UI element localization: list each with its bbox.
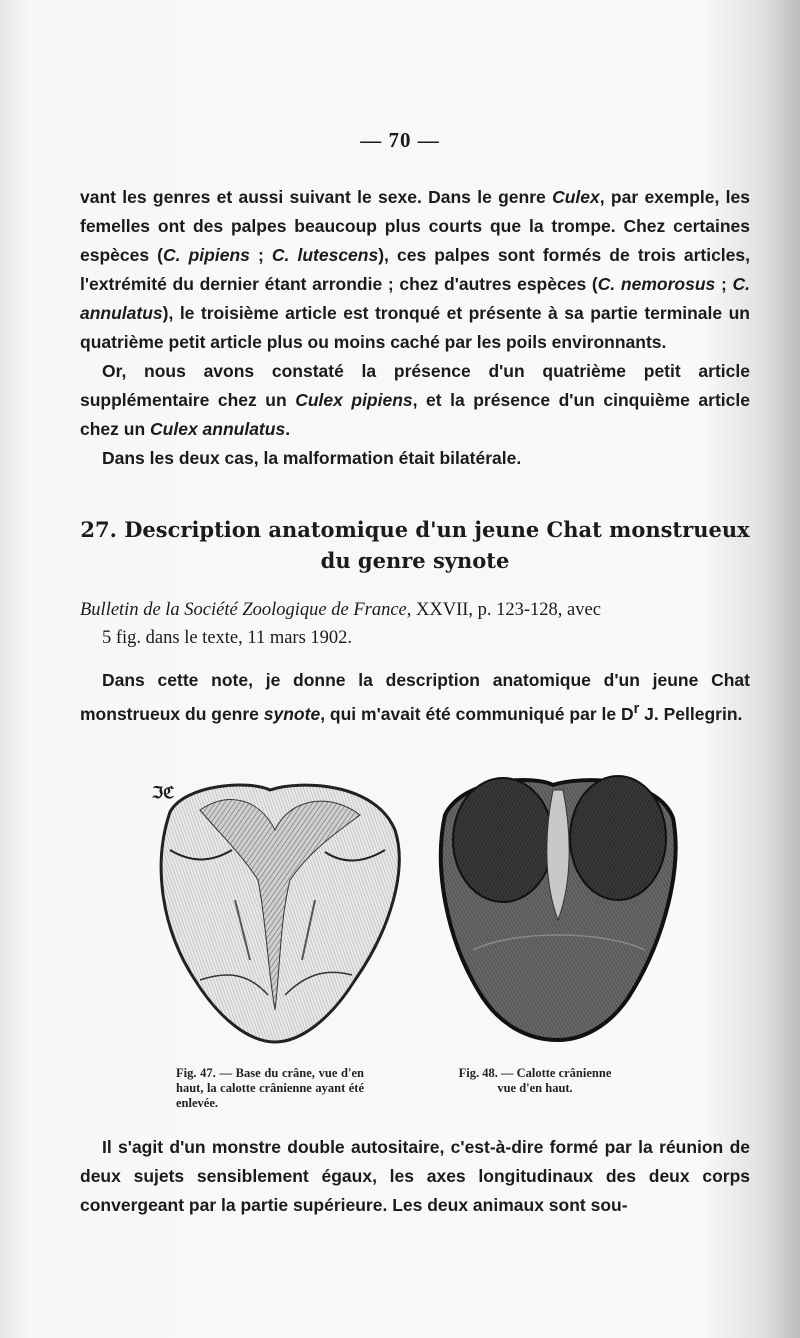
- text-span: .: [285, 419, 291, 439]
- figure-48-caption-line2: vue d'en haut.: [497, 1081, 573, 1095]
- paragraph-description: [80, 666, 750, 729]
- figure-48-caption: [450, 1066, 620, 1096]
- figure-48-caption-line1: Fig. 48. — Calotte crânienne: [458, 1066, 612, 1080]
- text-span: Dans cette note, je donne la description anatomique d'un jeune Chat monstrueux du genre: [80, 670, 750, 724]
- body-paragraph-note: [80, 666, 750, 729]
- body-paragraph-bottom: [80, 1133, 750, 1220]
- text-span: , qui m'avait été communiqué par le D: [320, 703, 634, 724]
- text-span: ), ces palpes sont formés de trois articles, l'extrémité du dernier étant arrondie ; chez d'autres espèces (: [80, 245, 750, 294]
- skull-base-illustration: [140, 770, 410, 1060]
- paragraph-palpes: [80, 183, 750, 357]
- text-span: , et la présence d'un cinquième article chez un: [80, 390, 750, 439]
- italic-term: C. pipiens: [163, 245, 250, 265]
- text-span: , par exemple, les femelles ont des palpes beaucoup plus courts que la trompe. Chez certaines espèces (: [80, 187, 750, 265]
- page-number: — 70 —: [360, 128, 440, 152]
- text-span: ;: [715, 274, 733, 294]
- citation-details: , XXVII, p. 123-128, avec: [406, 600, 601, 620]
- text-span: vant les genres et aussi suivant le sexe. Dans le genre: [80, 187, 553, 207]
- citation-source: Bulletin de la Société Zoologique de France: [80, 600, 407, 620]
- paragraph-article-supplementaire: [80, 357, 750, 444]
- section-heading-line2: du genre synote: [320, 548, 510, 573]
- text-span: ), le troisième article est tronqué et présente à sa partie terminale un quatrième petit article plus ou moins caché par les poils environnants.: [80, 303, 750, 352]
- italic-term: C. annulatus: [80, 274, 750, 323]
- printer-mark: ℑℭ: [152, 783, 175, 802]
- italic-term: Culex pipiens: [295, 390, 413, 410]
- body-paragraphs-top: [80, 183, 750, 473]
- figures-block: [140, 770, 740, 1120]
- text-span: J. Pellegrin.: [639, 703, 743, 724]
- paragraph-bilaterale: Dans les deux cas, la malformation était bilatérale.: [102, 448, 522, 468]
- italic-term: Culex: [552, 187, 600, 207]
- section-heading: [80, 514, 750, 576]
- citation-details-line2: 5 fig. dans le texte, 11 mars 1902.: [102, 628, 353, 648]
- figure-47-caption: Fig. 47. — Base du crâne, vue d'en haut, la calotte crânienne ayant été enlevée.: [176, 1066, 364, 1110]
- superscript: r: [633, 701, 640, 717]
- skull-cap-illustration: [433, 770, 683, 1060]
- section-heading-line1: 27. Description anatomique d'un jeune Chat monstrueux: [80, 517, 750, 542]
- italic-term: C. lutescens: [271, 245, 379, 265]
- bibliographic-citation: [80, 596, 750, 652]
- paragraph-monstre-double: Il s'agit d'un monstre double autositaire, c'est-à-dire formé par la réunion de deux sujets sensiblement égaux, les axes longitudinaux des deux corps convergeant par la partie supérieure. Les deux animaux sont sou-: [80, 1137, 750, 1215]
- italic-term: Culex annulatus: [150, 419, 286, 439]
- text-span: ;: [249, 245, 272, 265]
- italic-term: C. nemorosus: [597, 274, 716, 294]
- italic-term: synote: [263, 703, 321, 724]
- text-span: Or, nous avons constaté la présence d'un quatrième petit article supplémentaire chez un: [80, 361, 750, 410]
